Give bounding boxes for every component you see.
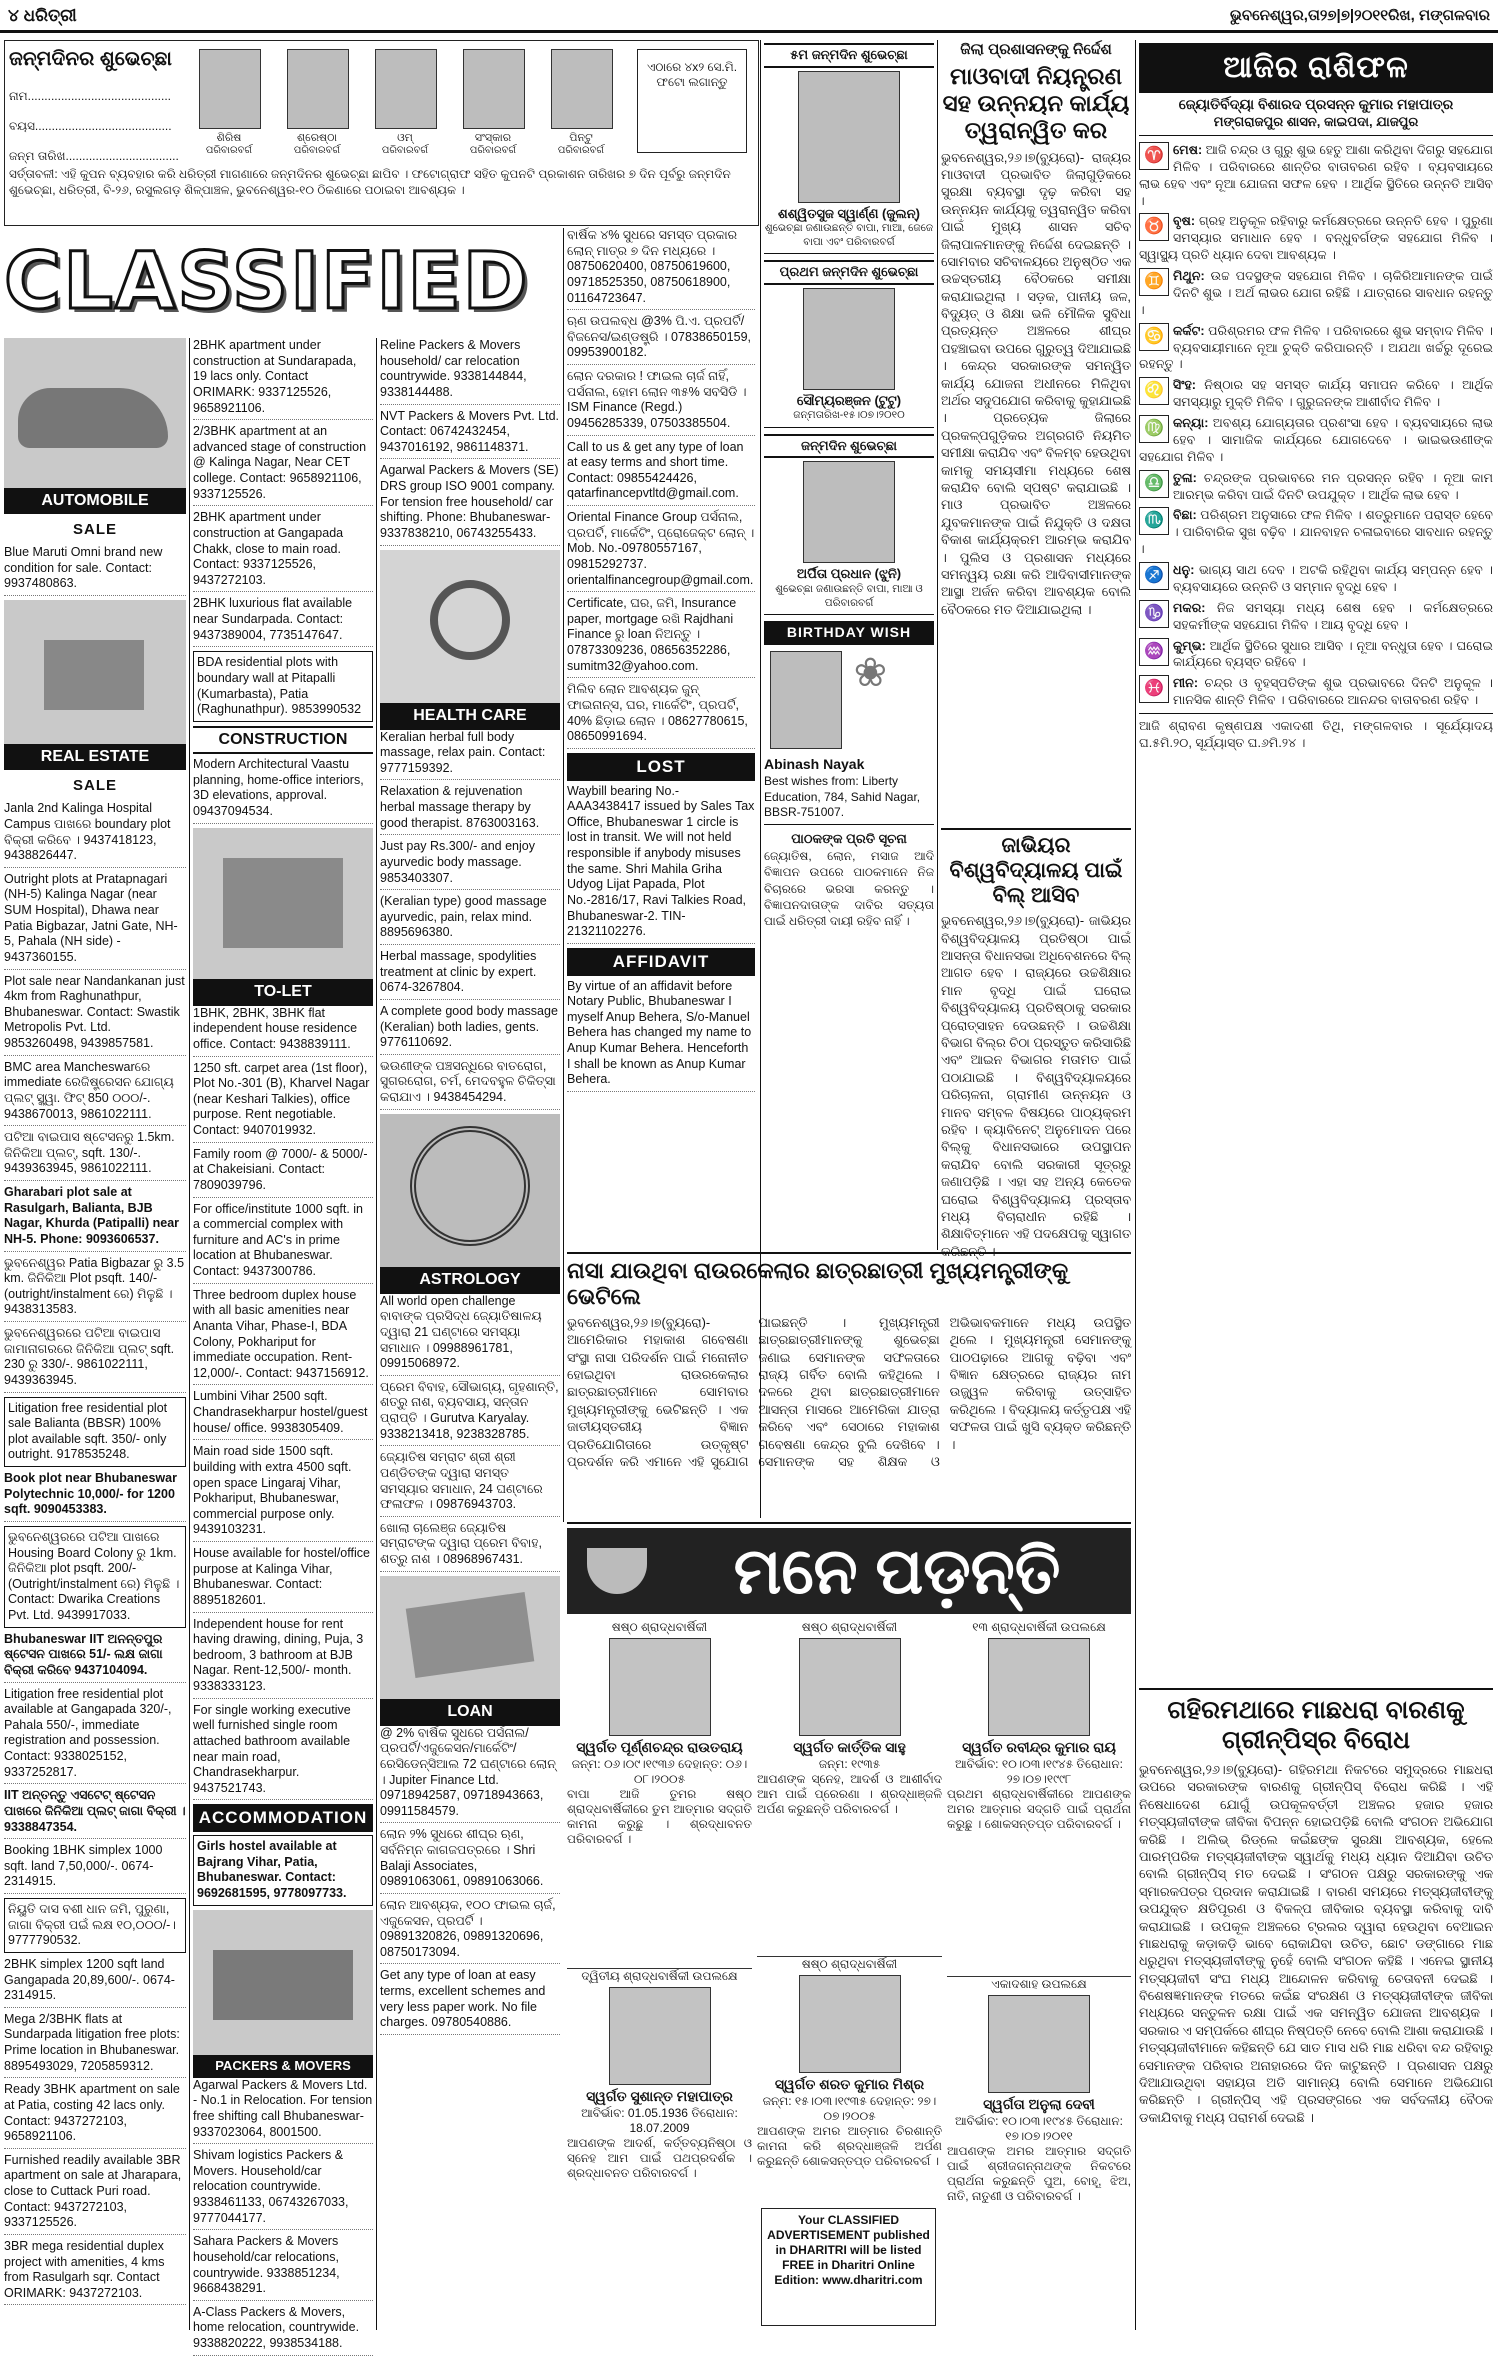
ad-item: Three bedroom duplex house with all basic amenities near Ananta Vihar, Phase-I, BDA Colony, Pokhariput for immediate occupation. Rent-12,000/-. Contact: 9437156912. (193, 1288, 373, 1386)
sale-heading: SALE (72, 777, 117, 795)
birthday-1-title: ୫ମ ଜନ୍ମଦିନ ଶୁଭେଚ୍ଛା (764, 43, 934, 68)
news-body: ଭୁବନେଶ୍ୱର,୨୬।୭(ବ୍ୟୁରୋ)- ଗହିରମଥା ନିକଟରେ ସମୁଦ୍ରରେ ମାଛଧରା ଉପରେ ସରକାରଙ୍କ ବାରଣକୁ ଗ୍ରୀନ୍‌ପିସ୍ ବିରୋଧ କରିଛି । ଏହି ନିଷେଧାଦେଶ ଯୋଗୁଁ ଉପକୂଳବର୍ତ୍ତୀ ଅଞ୍ଚଳର ହଜାର ହଜାର ମତ୍ସ୍ୟଜୀବୀଙ୍କ ଜୀବିକା ବିପନ୍ନ ହୋଇପଡ଼ିଛି ବୋଲି ସଂଗଠନ ଅଭିଯୋଗ କରିଛି । ଅଲିଭ୍ ରିଡ୍ଲେ କଇଁଛଙ୍କ ସୁରକ୍ଷା ଆବଶ୍ୟକ, ହେଲେ ପାରମ୍ପରିକ ମତ୍ସ୍ୟଜୀବୀଙ୍କ ସ୍ୱାର୍ଥକୁ ମଧ୍ୟ ଧ୍ୟାନ ଦିଆଯିବା ଉଚିତ ବୋଲି ଗ୍ରୀନ୍‌ପିସ୍ ମତ ଦେଇଛି । ସଂଗଠନ ପକ୍ଷରୁ ସରକାରଙ୍କୁ ଏକ ସ୍ମାରକପତ୍ର ପ୍ରଦାନ କରାଯାଇଛି । ବାରଣ ସମୟରେ ମତ୍ସ୍ୟଜୀବୀଙ୍କୁ ଉପଯୁକ୍ତ କ୍ଷତିପୂରଣ ଓ ବିକଳ୍ପ ଜୀବିକାର ବ୍ୟବସ୍ଥା କରିବାକୁ ଦାବି କରାଯାଇଛି । ଉପକୂଳ ଅଞ୍ଚଳରେ ଟ୍ରଲର ଦ୍ୱାରା ହେଉଥିବା ବେଆଇନ ମାଛଧରାକୁ କଡ଼ାକଡ଼ି ଭାବେ ରୋକାଯିବା ଉଚିତ, ଛୋଟ ଡଙ୍ଗାରେ ମାଛ ଧରୁଥିବା ମତ୍ସ୍ୟଜୀବୀଙ୍କୁ ନୁହେଁ ବୋଲି ସଂଗଠନ କହିଛି । ଏନେଇ ସ୍ଥାନୀୟ ମତ୍ସ୍ୟଜୀବୀ ସଂଘ ମଧ୍ୟ ଆନ୍ଦୋଳନ କରିବାକୁ ଚେତାବନୀ ଦେଇଛି । ବିଶେଷଜ୍ଞମାନଙ୍କ ମତରେ କଇଁଛ ସଂରକ୍ଷଣ ଓ ମତ୍ସ୍ୟଜୀବୀଙ୍କ ଜୀବିକା ମଧ୍ୟରେ ସନ୍ତୁଳନ ରକ୍ଷା ପାଇଁ ଏକ ସମନ୍ୱିତ ଯୋଜନା ଆବଶ୍ୟକ । ସରକାର ଏ ସମ୍ପର୍କରେ ଶୀଘ୍ର ନିଷ୍ପତ୍ତି ନେବେ ବୋଲି ଆଶା କରାଯାଉଛି । ମତ୍ସ୍ୟଜୀବୀମାନେ କହିଛନ୍ତି ଯେ ସାତ ମାସ ଧରି ମାଛ ଧରିବା ବନ୍ଦ ରହିବାରୁ ସେମାନଙ୍କ ପରିବାର ଅନାହାରରେ ଦିନ କାଟୁଛନ୍ତି । ପ୍ରଶାସନ ପକ୍ଷରୁ ଦିଆଯାଉଥିବା ସହାୟତା ଅତି ସାମାନ୍ୟ ବୋଲି ସେମାନେ ଅଭିଯୋଗ କରିଛନ୍ତି । ଗ୍ରୀନ୍‌ପିସ୍ ଏହି ପ୍ରସଙ୍ଗରେ ଏକ ସର୍ବଦଳୀୟ ବୈଠକ ଡକାଯିବାକୁ ମଧ୍ୟ ପରାମର୍ଶ ଦେଇଛି । (1139, 1762, 1493, 2125)
rashi-text: ପରିଶ୍ରମ ଅନୁସାରେ ଫଳ ମିଳିବ । ଶତ୍ରୁମାନେ ପରାସ୍ତ ହେବେ । ପାରିବାରିକ ସୁଖ ବଢ଼ିବ । ଯାନବାହନ ଚଳାଇବାରେ ସାବଧାନ ରହନ୍ତୁ । (1139, 508, 1493, 557)
astrology-caption: ASTROLOGY (380, 1267, 560, 1293)
obituary-tag: ଏକାଦଶାହ ଉପଲକ୍ଷେ (991, 1977, 1087, 1991)
kid-photo (199, 49, 261, 129)
ad-item: For single working executive well furnished single room attached bathroom available near main road, Chandrasekharpur. 9437521743. (193, 1703, 373, 1801)
truck-icon (213, 1950, 353, 2020)
ad-item: For office/institute 1000 sqft. in a commercial complex with furniture and AC's in prime location at Bhubaneswar. Contact: 9437300786. (193, 1202, 373, 1284)
libra-icon: ♎ (1139, 470, 1169, 498)
rashi-entry (1139, 142, 1493, 210)
obituary (757, 1620, 942, 1950)
obituary-text: ବାପା ଆଜି ତୁମର ଷଷ୍ଠ ଶ୍ରାଦ୍ଧବାର୍ଷିକୀରେ ତୁମ ଆତ୍ମାର ସଦ୍‌ଗତି କାମନା କରୁଛୁ । ଶ୍ରଦ୍ଧାବନତ ପରିବାରବର୍ଗ । (567, 1786, 752, 1846)
tolet-image (193, 828, 373, 1006)
rashi-entry (1139, 562, 1493, 596)
rashi-text: ଅବଶ୍ୟ ଯୋଗ୍ୟତାର ପ୍ରଶଂସା ହେବ । ବ୍ୟବସାୟରେ ଲାଭ ହେବ । ସାମାଜିକ କାର୍ଯ୍ୟରେ ଯୋଗଦେବେ । ଭାଇଭଉଣୀଙ୍କ ସହଯୋଗ ମିଳିବ । (1139, 416, 1493, 464)
classified-col-1 (4, 338, 186, 2330)
healthcare-image (380, 550, 560, 730)
ad-item: ଭୁବନେଶ୍ୱରରେ ପଟିଆ ପାଖରେ Housing Board Colony ରୁ 1km. ଜିନିକିଆ plot psqft. 200/- (Outright/instalment ରେ) ମିଳୁଛି । Contact: Dwarika Creations Pvt. Ltd. 9439917033. (4, 1526, 186, 1628)
birthday-column (764, 40, 934, 1160)
obituary-photo (609, 1987, 711, 2085)
ad-affidavit: By virtue of an affidavit before Notary Public, Bhubaneswar I myself Anup Behera, S/o-Manuel Behera has changed my name to Anup Kumar Behera. Henceforth I shall be known as Anup Kumar Behera. (567, 979, 755, 1092)
rashi-entry (1139, 638, 1493, 672)
birthday-3-title: ଜନ୍ମଦିନ ଶୁଭେଚ୍ଛା (764, 434, 934, 459)
birthday-wish-photo (770, 651, 842, 749)
news-headline: ମାଓବାଦୀ ନିୟନ୍ତ୍ରଣ ସହ ଉନ୍ନୟନ କାର୍ଯ୍ୟ ତ୍ୱରାନ୍ୱିତ କର (942, 63, 1130, 144)
ad-item: Independent house for rent having drawing, dining, Puja, 3 bedroom, 3 bathroom at BJB Nagar. Rent-12,500/- month. 9338333123. (193, 1617, 373, 1699)
astrologer-address: ମଙ୍ଗରାଜପୁର ଶାସନ, କାଇପଦା, ଯାଜପୁର (1139, 114, 1493, 136)
coupon-field-age[interactable]: ବୟସ......................................... (9, 119, 172, 133)
obituary-dates: ଆବିର୍ଭାବ: ୧୦।୦୩।୧୯୪୫ ତିରୋଧାନ: ୨୭।୦୭।୧୯୯୮ (955, 1756, 1123, 1786)
obituary-tag: ଷଷ୍ଠ ଶ୍ରାଦ୍ଧବାର୍ଷିକୀ (801, 1957, 898, 1971)
rashi-entry (1139, 268, 1493, 319)
ad-item: Gharabari plot sale at Rasulgarh, Balianta, BJB Nagar, Khurda (Patipalli) near NH-5. Phone: 9093606537. (4, 1185, 186, 1252)
obituary-text: ଆପଣଙ୍କ ସ୍ନେହ, ଆଦର୍ଶ ଓ ଆଶୀର୍ବାଦ ଆମ ପାଇଁ ପ୍ରେରଣା । ଶ୍ରଦ୍ଧାଞ୍ଜଳି ଅର୍ପଣ କରୁଛନ୍ତି ପରିବାରବର୍ଗ । (757, 1771, 942, 1816)
scorpio-icon: ♏ (1139, 507, 1169, 535)
ad-item: Certificate, ଘର, ଜମି, Insurance paper, mortgage ରଖି Rajdhani Finance ରୁ loan ନିଅନ୍ତୁ । 07873309236, 08656352286, sumitm32@yahoo.com. (567, 596, 755, 678)
ad-item: Call to us & get any type of loan at easy terms and short time. Contact: 09855424426, qatarfinancepvtltd@gmail.com. (567, 440, 755, 507)
rashi-text: ଭାଗ୍ୟ ସାଥ ଦେବ । ଅଟକି ରହିଥିବା କାର୍ଯ୍ୟ ସମ୍ପନ୍ନ ହେବ । ବ୍ୟବସାୟରେ ଉନ୍ନତି ଓ ସମ୍ମାନ ବୃଦ୍ଧି ହେବ । (1173, 563, 1493, 594)
ad-item: Keralian herbal full body massage, relax pain. Contact: 9777159392. (380, 730, 560, 781)
ad-item: Book plot near Bhubaneswar Polytechnic 10,000/- for 1200 sqft. 9090453383. (4, 1471, 186, 1522)
rashi-entry (1139, 470, 1493, 504)
birthday-wish-heading: BIRTHDAY WISH (764, 621, 934, 645)
column-rule (189, 338, 190, 2330)
house-icon (44, 640, 144, 710)
obituary-dates: ଆବିର୍ଭାବ: ୧୦।୦୩।୧୯୪୫ ତିରୋଧାନ: ୧୭।୦୭।୨୦୧୧ (955, 2113, 1123, 2143)
ad-item: 2BHK apartment under construction at Gangapada Chakk, close to main road. Contact: 9337125526, 9437272103. (193, 510, 373, 592)
ad-item: 3BR mega residential duplex project with amenities, 4 kms from Rasulgarh sqr. Contact ORIMARK: 9437272103. (4, 2239, 186, 2306)
obituary-dates: ଜନ୍ମ: ୧୯୩୫ (818, 1756, 881, 1771)
birthday-wish-from: Best wishes from: Liberty Education, 784, Sahid Nagar, BBSR-751007. (764, 774, 934, 825)
obituary-name: ସ୍ୱର୍ଗତ କାର୍ତ୍ତିକ ସାହୁ (793, 1739, 906, 1755)
ad-item: BDA residential plots with boundary wall at Pitapalli (Kumarbasta), Patia (Raghunathpur). 9853990532 (193, 651, 373, 722)
news-headline: ଜାଭିୟର ବିଶ୍ୱବିଦ୍ୟାଳୟ ପାଇଁ ବିଲ୍ ଆସିବ (949, 834, 1123, 907)
rashi-text: ଉଚ୍ଚ ପଦସ୍ଥଙ୍କ ସହଯୋଗ ମିଳିବ । ଚାକିରିଆମାନଙ୍କ ପାଇଁ ଦିନଟି ଶୁଭ । ଅର୍ଥ ଲାଭର ଯୋଗ ରହିଛି । ଯାତ୍ରାରେ ସାବଧାନ ରହନ୍ତୁ । (1139, 269, 1493, 317)
news-xavier (941, 828, 1131, 1259)
ad-item: 1BHK, 2BHK, 3BHK flat independent house residence office. Contact: 9438839111. (193, 1006, 373, 1057)
lamp-icon (587, 1548, 647, 1594)
birthday-1-photo (798, 71, 900, 203)
kid-name: ପିନ୍ଟୁ (569, 132, 593, 144)
ad-item: (Keralian type) good massage ayurvedic, pain, relax mind. 8895696380. (380, 894, 560, 945)
classified-title: CLASSIFIED (4, 237, 530, 327)
ad-item: Plot sale near Nandankanan just 4km from Raghunathpur, Bhubaneswar. Contact: Swastik Metropolis Pvt. Ltd. 9853260498, 9439857581. (4, 974, 186, 1056)
birthday-2-from: ଜନ୍ମତାରିଖ-୧୫।୦୭।୨୦୧୦ (764, 409, 934, 427)
ad-item: ଲୋନ ୨% ସୁଧରେ ଶୀଘ୍ର ଋଣ, ସର୍ବନିମ୍ନ କାଗଜପତ୍ରରେ । Shri Balaji Associates, 09891063061, 09891063066. (380, 1827, 560, 1894)
pisces-icon: ♓ (1139, 675, 1169, 703)
ad-item: All world open challenge ବାବାଙ୍କ ପ୍ରସିଦ୍ଧ ଜ୍ୟୋତିଷାଳୟ ଦ୍ୱାରା 21 ଘଣ୍ଟାରେ ସମସ୍ୟା ସମାଧାନ । 09988961781, 09915068972. (380, 1294, 560, 1376)
ad-item: Mega 2/3BHK flats at Sundarpada litigation free plots: Prime location in Bhubaneswar. 8895493029, 7205859312. (4, 2012, 186, 2079)
birthday-3-name: ଅର୍ପିତା ପ୍ରଧାନ (ଝୁନି) (796, 566, 902, 582)
loan-caption: LOAN (380, 1699, 560, 1725)
ad-item: Booking 1BHK simplex 1000 sqft. land 7,50,000/-. 0674-2314915. (4, 1843, 186, 1894)
rashi-text: ପରିଶ୍ରମର ଫଳ ମିଳିବ । ପରିବାରରେ ଶୁଭ ସମ୍ବାଦ ମିଳିବ । ବ୍ୟବସାୟୀମାନେ ନୂଆ ଚୁକ୍ତି କରିପାରନ୍ତି । ଅଯଥା ଖର୍ଚ୍ଚରୁ ଦୂରେଇ ରହନ୍ତୁ । (1139, 323, 1493, 372)
ad-item: House available for hostel/office purpose at Kalinga Vihar, Bhubaneswar. Contact: 8895182601. (193, 1546, 373, 1613)
rashi-text: ନିଜ ସମସ୍ୟା ମଧ୍ୟ ଶେଷ ହେବ । କର୍ମକ୍ଷେତ୍ରରେ ସହକର୍ମୀଙ୍କ ସହଯୋଗ ମିଳିବ । ଆୟ ବୃଦ୍ଧି ହେବ । (1173, 600, 1493, 632)
packers-caption: PACKERS & MOVERS (193, 2055, 373, 2078)
birthday-wish-name: Abinash Nayak (764, 756, 865, 773)
column-rule (376, 338, 377, 2330)
zodiac-wheel-icon (410, 1126, 530, 1246)
online-note-text: Your CLASSIFIED ADVERTISEMENT published in DHARITRI will be listed FREE in Dharitri Online Edition: www.dharitri.com (767, 2213, 930, 2287)
obituary (947, 1620, 1131, 1970)
tolet-caption: TO-LET (193, 979, 373, 1005)
news-headline: ଗହିରମଥାରେ ମାଛଧରା ବାରଣକୁ ଗ୍ରୀନ୍‌ପିସ୍‌ର ବିରୋଧ (1167, 1696, 1465, 1754)
rashi-text: ନିଷ୍ଠାର ସହ ସମସ୍ତ କାର୍ଯ୍ୟ ସମାପନ କରିବେ । ଆର୍ଥିକ ସମସ୍ୟାରୁ ମୁକ୍ତି ମିଳିବ । ଗୁରୁଜନଙ୍କ ଆଶୀର୍ବାଦ ମିଳିବ । (1173, 378, 1494, 410)
ad-item: 2BHK apartment under construction at Sundarapada, 19 lacs only. Contact ORIMARK: 9337125526, 9658921106. (193, 338, 373, 420)
rashi-text: ଗ୍ରହ ଅନୁକୂଳ ରହିବାରୁ କର୍ମକ୍ଷେତ୍ରରେ ଉନ୍ନତି ହେବ । ପୁରୁଣା ସମସ୍ୟାର ସମାଧାନ ହେବ । ବନ୍ଧୁବର୍ଗଙ୍କ ସହଯୋଗ ମିଳିବ । ସ୍ୱାସ୍ଥ୍ୟ ପ୍ରତି ଧ୍ୟାନ ଦେବା ଆବଶ୍ୟକ । (1139, 214, 1494, 263)
rashi-text: ଆର୍ଥିକ ସ୍ଥିତିରେ ସୁଧାର ଆସିବ । ନୂଆ ବନ୍ଧୁତା ହେବ । ଘରୋଇ କାର୍ଯ୍ୟରେ ବ୍ୟସ୍ତ ରହିବେ । (1173, 638, 1493, 670)
obituary-text: ଆପଣଙ୍କ ଆଦର୍ଶ, କର୍ତ୍ତବ୍ୟନିଷ୍ଠା ଓ ସ୍ନେହ ଆମ ପାଇଁ ପଥପ୍ରଦର୍ଶକ । ଶ୍ରଦ୍ଧାବନତ ପରିବାରବର୍ଗ । (567, 2135, 752, 2180)
stethoscope-icon (430, 580, 510, 660)
obituary (757, 1956, 942, 2201)
ad-item: Outright plots at Pratapnagari (NH-5) Kalinga Nagar (near SUM Hospital), Dhawa near Patia Bigbazar, Jatni Gate, NH-5, Pahala (NH side) - 9437360155. (4, 872, 186, 970)
obituary (567, 1968, 752, 2333)
ad-item: ନିୟୁତି ଦାସ ବଶୀ ଧାନ ଜମି, ପୁରୁଣା, ଜାଗା ବିକ୍ରୀ ପଇଁ ଲକ୍ଷ ୧୦,୦୦୦/-। 9777790532. (4, 1898, 186, 1953)
classified-col-2 (193, 338, 373, 2351)
ad-item: ପଟିଆ ବାଇପାସ ଷ୍ଟେସନରୁ 1.5km. ଜିନିକିଆ ପ୍ଲଟ୍, sqft. 130/-. 9439363945, 9861022111. (4, 1130, 186, 1181)
ad-item: Girls hostel available at Bajrang Vihar, Patia, Bhubaneswar. Contact: 9692681595, 9778097733. (193, 1835, 373, 1906)
affidavit-heading: AFFIDAVIT (567, 948, 755, 976)
obituary-dates: ଜନ୍ମ: ୦୬।୦୯।୧୯୩୬ ଦେହାନ୍ତ: ୦୬।୦୮।୨୦୦୫ (571, 1756, 748, 1786)
ad-item: Main road side 1500 sqft. building with extra 4500 sqft. open space Lingaraj Vihar, Pokhariput, Bhubaneswar, commercial purpose only. 9439103231. (193, 1444, 373, 1542)
ad-item: ଖୋଲା ଚାଲେଞ୍ଜ ଜ୍ୟୋତିଷ ସମ୍ରାଟଙ୍କ ଦ୍ୱାରା ପ୍ରେମ ବିବାହ, ଶତ୍ରୁ ନାଶ । 08968967431. (380, 1521, 560, 1572)
ad-item: Janla 2nd Kalinga Hospital Campus ପାଖରେ boundary plot ବିକ୍ରୀ କରିବେ । 9437418123, 9438826447. (4, 801, 186, 868)
birthday-2-photo (803, 288, 895, 390)
obituary-photo (609, 1638, 711, 1736)
rashi-entry (1139, 377, 1493, 411)
rashi-name: ମିଥୁନ: (1173, 269, 1205, 284)
rashifal-section (1139, 40, 1493, 1680)
news-maoist (941, 40, 1131, 820)
ad-item: A complete good body massage (Keralian) both ladies, gents. 9776110692. (380, 1004, 560, 1055)
photo-placeholder-box: ଏଠାରେ ୪x୨ ସେ.ମି. ଫଟୋ ଲଗାନ୍ତୁ (637, 49, 747, 153)
birthday-coupon (4, 40, 759, 226)
kid-name: ଶିରିଷ (216, 132, 242, 144)
birthday-3-photo (803, 461, 895, 563)
virgo-icon: ♍ (1139, 415, 1169, 443)
coupon-field-name[interactable]: ନାମ........................................... (9, 89, 171, 103)
healthcare-caption: HEALTH CARE (380, 703, 560, 729)
obituary-dates: ଆବିର୍ଭାବ: 01.05.1936 ତିରୋଧାନ: 18.07.2009 (581, 2105, 738, 2135)
ad-item: ପ୍ରେମ ବିବାହ, ସୌଭାଗ୍ୟ, ଗୃହଶାନ୍ତି, ଶତ୍ରୁ ନାଶ, ବ୍ୟବସାୟ, ସନ୍ତାନ ପ୍ରାପ୍ତି । Gurutva Karyalay. 9338213418, 9238328785. (380, 1380, 560, 1447)
loan-image (380, 1576, 560, 1726)
ad-item: Shivam logistics Packers & Movers. Household/car relocation countrywide. 9338461133, 06743267033, 9777044177. (193, 2148, 373, 2230)
kid-name: ଶ୍ରେଷ୍ଠା (297, 132, 337, 144)
capricorn-icon: ♑ (1139, 600, 1169, 628)
rashi-text: ଚନ୍ଦ୍ର ଓ ବୃହସ୍ପତିଙ୍କ ଶୁଭ ପ୍ରଭାବରେ ଦିନଟି ଅନୁକୂଳ । ମାନସିକ ଶାନ୍ତି ମିଳିବ । ପରିବାରରେ ଆନନ୍ଦର ବାତାବରଣ ରହିବ । (1173, 676, 1494, 708)
obituary-photo (988, 1638, 1090, 1736)
classified-banner (4, 230, 554, 334)
news-body: ଭୁବନେଶ୍ୱର,୨୬।୭(ବ୍ୟୁରୋ)- ଆମେରିକାର ମହାକାଶ ଗବେଷଣା ସଂସ୍ଥା ନାସା ପରିଦର୍ଶନ ପାଇଁ ମନୋନୀତ ହୋଇଥିବା ରାଉରକେଲାର ଛାତ୍ରଛାତ୍ରୀମାନେ ସୋମବାର ମୁଖ୍ୟମନ୍ତ୍ରୀଙ୍କୁ ଭେଟିଛନ୍ତି । ଏକ ଜାତୀୟସ୍ତରୀୟ ବିଜ୍ଞାନ ପ୍ରତିଯୋଗିତାରେ ଉତ୍କୃଷ୍ଟ ପ୍ରଦର୍ଶନ କରି ଏମାନେ ଏହି ସୁଯୋଗ ପାଇଛନ୍ତି । ମୁଖ୍ୟମନ୍ତ୍ରୀ ଛାତ୍ରଛାତ୍ରୀମାନଙ୍କୁ ଶୁଭେଚ୍ଛା ଜଣାଇ ସେମାନଙ୍କ ସଫଳତାରେ ରାଜ୍ୟ ଗର୍ବିତ ବୋଲି କହିଥିଲେ । ଦଳରେ ଥିବା ଛାତ୍ରଛାତ୍ରୀମାନେ ଆସନ୍ତା ମାସରେ ଆମେରିକା ଯାତ୍ରା କରିବେ ଏବଂ ସେଠାରେ ମହାକାଶ ଗବେଷଣା କେନ୍ଦ୍ର ବୁଲି ଦେଖିବେ । ସେମାନଙ୍କ ସହ ଶିକ୍ଷକ ଓ ଅଭିଭାବକମାନେ ମଧ୍ୟ ଉପସ୍ଥିତ ଥିଲେ । ମୁଖ୍ୟମନ୍ତ୍ରୀ ସେମାନଙ୍କୁ ପାଠପଢ଼ାରେ ଆଗକୁ ବଢ଼ିବା ଏବଂ ବିଜ୍ଞାନ କ୍ଷେତ୍ରରେ ରାଜ୍ୟର ନାମ ଉଜ୍ଜ୍ୱଳ କରିବାକୁ ଉତ୍ସାହିତ କରିଥିଲେ । ବିଦ୍ୟାଳୟ କର୍ତ୍ତୃପକ୍ଷ ଏହି ସଫଳତା ପାଇଁ ଖୁସି ବ୍ୟକ୍ତ କରିଛନ୍ତି । (567, 1314, 1131, 1470)
kid-photo (375, 49, 437, 129)
ad-item: 2BHK luxurious flat available near Sundarpada. Contact: 9437389004, 7735147647. (193, 596, 373, 647)
ad-item: ଋଣ ଉପଲବ୍ଧ @3% ପି.ଏ. ପ୍ରପର୍ଟି/ବିଜନେସ/ଇଣ୍ଡଷ୍ଟ୍ରି । 07838650159, 09953900182. (567, 314, 755, 365)
rashi-text: ଚନ୍ଦ୍ରଙ୍କ ପ୍ରଭାବରେ ମନ ପ୍ରସନ୍ନ ରହିବ । ନୂଆ କାମ ଆରମ୍ଭ କରିବା ପାଇଁ ଦିନଟି ଉପଯୁକ୍ତ । ଆର୍ଥିକ ଲାଭ ହେବ । (1173, 470, 1494, 502)
ad-item: IIT ଅନ୍ତନ୍ତୁ ଏସଟେଟ୍ ଷ୍ଟେସନ ପାଖରେ ଜିନିକିଆ ପ୍ଲଟ୍ ଜାଗା ବିକ୍ରୀ । 9338847354. (4, 1788, 186, 1839)
rashi-name: ସିଂହ: (1173, 378, 1196, 393)
realestate-image (4, 600, 186, 770)
ad-item: Agarwal Packers & Movers (SE) DRS group ISO 9001 company. For tension free household/ car shifting. Phone: Bhubaneswar- 9337838210, 06743255433. (380, 463, 560, 545)
rashi-name: ମକର: (1173, 600, 1206, 615)
ad-item: Just pay Rs.300/- and enjoy ayurvedic body massage. 9853403307. (380, 839, 560, 890)
rashi-name: ମୀନ: (1173, 676, 1199, 691)
birthday-1-from: ଶୁଭେଚ୍ଛା ଜଣାଉଛନ୍ତି ବାପା, ମାଆ, ଜେଜେ ବାପା ଏବଂ ପରିବାରବର୍ଗ (764, 222, 934, 254)
coupon-title: ଜନ୍ମଦିନର ଶୁଭେଚ୍ଛା (9, 48, 172, 70)
rashi-name: ମେଷ: (1173, 142, 1203, 157)
rashi-entry (1139, 323, 1493, 374)
ad-item: NVT Packers & Movers Pvt. Ltd. Contact: 06742432454, 9437016192, 9861148371. (380, 409, 560, 460)
kid-caption: ପରିବାରବର୍ଗ (381, 145, 429, 156)
ad-item: Agarwal Packers & Movers Ltd. - No.1 in Relocation. For tension free shifting call Bhubaneswar- 9337023064, 8001500. (193, 2078, 373, 2145)
kid-photo (287, 49, 349, 129)
page-header (0, 0, 1498, 33)
kid-name: ସଂସ୍କାର (474, 132, 512, 144)
ad-item: ଭୁବନେଶ୍ୱରରେ ପଟିଆ ବାଇପାସ ଜାମାନାଗରରେ ଜିନିକିଆ ପ୍ଲଟ୍ sqft. 230 ରୁ 330/-. 9861022111, 9439363945. (4, 1326, 186, 1393)
ad-item: Litigation free residential plot available at Gangapada 320/-, Pahala 550/-, immediate registration and possession. Contact: 9338025152, 9337252817. (4, 1687, 186, 1785)
rashi-entry (1139, 507, 1493, 558)
ad-item: Ready 3BHK apartment on sale at Patia, costing 42 lacs only. Contact: 9437272103, 9658921106. (4, 2082, 186, 2149)
obituary-photo (799, 1638, 901, 1736)
ad-item: ମିଲିବ ଲୋନ ଆବଶ୍ୟକ ଜୁନ୍ ଫାଇନାନ୍ସ, ଘର, ମାର୍କେଟିଂ, ପ୍ରପର୍ଟି, 40% ଛିଡ଼ାଇ ଲୋନ । 08627780615, 08650991694. (567, 682, 755, 749)
date-line: ଭୁବନେଶ୍ୱର,ତା୨୭|୭|୨୦୧୧ରିଖ, ମଙ୍ଗଳବାର (1230, 7, 1490, 24)
ad-item: ଭଉଣୀଙ୍କ ପଞ୍ଚସନ୍ଧିରେ ବାତରୋଗ, ସୁଗରରୋଗ, ଚର୍ମ, ମେଦବହୁଳ ଚିକିତ୍ସା କରାଯାଏ । 9438454294. (380, 1059, 560, 1110)
ad-item: ଲୋନ ଦରକାର ! ଫାଇଲ ଚାର୍ଜ ନାହିଁ, ପର୍ସନାଲ, ହୋମ ଲୋନ ୩୫% ସବସିଡି । ISM Finance (Regd.) 09456285339, 07503385504. (567, 369, 755, 436)
ad-item: Furnished readily available 3BR apartment on sale at Jharapara, close to Cuttack Puri road. Contact: 9437272103, 9337125526. (4, 2153, 186, 2235)
rashi-entry (1139, 213, 1493, 264)
rashi-name: ତୁଳା: (1173, 470, 1197, 485)
news-body: ଭୁବନେଶ୍ୱର,୨୬।୭(ବ୍ୟୁରୋ)- ଜାଭିୟର ବିଶ୍ୱବିଦ୍ୟାଳୟ ପ୍ରତିଷ୍ଠା ପାଇଁ ଆସନ୍ତା ବିଧାନସଭା ଅଧିବେଶନରେ ବିଲ୍ ଆଗତ ହେବ । ରାଜ୍ୟରେ ଉଚ୍ଚଶିକ୍ଷାର ମାନ ବୃଦ୍ଧି ପାଇଁ ଘରୋଇ ବିଶ୍ୱବିଦ୍ୟାଳୟ ପ୍ରତିଷ୍ଠାକୁ ସରକାର ପ୍ରୋତ୍ସାହନ ଦେଉଛନ୍ତି । ଉଚ୍ଚଶିକ୍ଷା ବିଭାଗ ବିଲ୍‌ର ଚିଠା ପ୍ରସ୍ତୁତ କରିସାରିଛି ଏବଂ ଆଇନ ବିଭାଗର ମତାମତ ପାଇଁ ପଠାଯାଇଛି । ବିଶ୍ୱବିଦ୍ୟାଳୟରେ ପରିଚାଳନା, ଗ୍ରାମୀଣ ଉନ୍ନୟନ ଓ ମାନବ ସମ୍ବଳ ବିଷୟରେ ପାଠ୍ୟକ୍ରମ ରହିବ । କ୍ୟାବିନେଟ୍ ଅନୁମୋଦନ ପରେ ବିଲ୍‌କୁ ବିଧାନସଭାରେ ଉପସ୍ଥାପନ କରାଯିବ ବୋଲି ସରକାରୀ ସୂତ୍ରରୁ ଜଣାପଡ଼ିଛି । ଏହା ସହ ଅନ୍ୟ କେତେକ ଘରୋଇ ବିଶ୍ୱବିଦ୍ୟାଳୟ ପ୍ରସ୍ତାବ ମଧ୍ୟ ବିଚାରାଧୀନ ରହିଛି । ଶିକ୍ଷାବିତ୍‌ମାନେ ଏହି ପଦକ୍ଷେପକୁ ସ୍ୱାଗତ କରିଛନ୍ତି । (941, 913, 1131, 1259)
ad-item: @ 2% ବାର୍ଷିକ ସୁଧରେ ପର୍ସନାଲ/ପ୍ରପର୍ଟି/ଏଜୁକେସନ/ମାର୍କେଟିଂ/ରେସିଡେନ୍ସିଆଲ 72 ଘଣ୍ଟାରେ ଲୋନ୍ । Jupiter Finance Ltd. 09718942587, 09718943663, 09911584579. (380, 1726, 560, 1824)
sagittarius-icon: ♐ (1139, 562, 1169, 590)
birthday-3-from: ଶୁଭେଚ୍ଛା ଜଣାଉଛନ୍ତି ବାପା, ମାଆ ଓ ପରିବାରବର୍ଗ (764, 583, 934, 615)
obituary-name: ସ୍ୱର୍ଗତ ସୁଶାନ୍ତ ମହାପାତ୍ର (586, 2088, 733, 2104)
currency-icon (406, 1592, 535, 1678)
gemini-icon: ♊ (1139, 268, 1169, 296)
page-label: ୪ ଧରିତ୍ରୀ (8, 6, 77, 25)
column-rule (563, 228, 564, 1522)
mane-padanti-section (567, 1522, 1131, 2336)
coupon-terms: ସର୍ତ୍ତାବଳୀ: ଏହି କୁପନ ବ୍ୟବହାର କରି ଧରିତ୍ରୀ ମାଗଣାରେ ଜନ୍ମଦିନର ଶୁଭେଚ୍ଛା ଛାପିବ । ଫଟୋଗ୍ରାଫ ସହିତ କୁପନଟି ପ୍ରକାଶନ ତାରିଖର ୭ ଦିନ ପୂର୍ବରୁ ଜନ୍ମଦିନ ଶୁଭେଚ୍ଛା, ଧରିତ୍ରୀ, ବି-୨୬, ରସୁଲଗଡ଼ ଶିଳ୍ପାଞ୍ଚଳ, ଭୁବନେଶ୍ୱର-୧୦ ଠିକଣାରେ ପଠାଇବା ଆବଶ୍ୟକ । (9, 167, 731, 197)
obituary-text: ଆପଣଙ୍କ ଅମର ଆତ୍ମାର ଚିରଶାନ୍ତି କାମନା କରି ଶ୍ରଦ୍ଧାଞ୍ଜଳି ଅର୍ପଣ କରୁଛନ୍ତି ଶୋକସନ୍ତପ୍ତ ପରିବାରବର୍ଗ । (757, 2123, 942, 2168)
column-rule (1135, 40, 1136, 2330)
obituary-tag: ଷଷ୍ଠ ଶ୍ରାଦ୍ଧବାର୍ଷିକୀ (611, 1620, 708, 1634)
obituary-dates: ଜନ୍ମ: ୧୫।୦୩।୧୯୩୫ ଦେହାନ୍ତ: ୨୭।୦୭।୨୦୦୫ (762, 2093, 937, 2123)
accommodation-heading: ACCOMMODATION (193, 1804, 373, 1832)
news-greenpeace (1139, 1688, 1493, 2332)
realestate-caption: REAL ESTATE (4, 744, 186, 770)
obituary (947, 1976, 1131, 2333)
rashi-entry (1139, 675, 1493, 709)
ad-item: 2BHK simplex 1200 sqft land Gangapada 20,89,600/-. 0674-2314915. (4, 1957, 186, 2008)
ad-item: Bhubaneswar IIT ଅନନ୍ତପୁର ଷ୍ଟେସନ ପାଖରେ 51/- ଲକ୍ଷ ଜାଗା ବିକ୍ରୀ କରିବେ 9437104094. (4, 1632, 186, 1683)
ad-item: 1250 sft. carpet area (1st floor), Plot No.-301 (B), Kharvel Nagar (near Keshari Talkies), office purpose. Rent negotiable. Contact: 9407019932. (193, 1061, 373, 1143)
ad-item: Modern Architectural Vaastu planning, home-office interiors, 3D elevations, approval. 09437094534. (193, 757, 373, 824)
ad-item: Lumbini Vihar 2500 sqft. Chandrasekharpur hostel/guest house/ office. 9938305409. (193, 1389, 373, 1440)
rashi-name: ଧନୁ: (1173, 563, 1195, 578)
rashi-text: ଆଜି ଚନ୍ଦ୍ର ଓ ଗୁରୁ ଶୁଭ ହେତୁ ଆଶା କରିଥିବା ଦିଗରୁ ସହଯୋଗ ମିଳିବ । ପରିବାରରେ ଶାନ୍ତିର ବାତାବରଣ ରହିବ । ବ୍ୟବସାୟରେ ଲାଭ ହେବ ଏବଂ ନୂଆ ଯୋଜନା ସଫଳ ହେବ । ଆର୍ଥିକ ସ୍ଥିତିରେ ଉନ୍ନତି ଆସିବ । (1139, 142, 1493, 208)
ad-item: ବାର୍ଷିକ ୪% ସୁଧରେ ସମସ୍ତ ପ୍ରକାର ଲୋନ୍ ମାତ୍ର ୭ ଦିନ ମଧ୍ୟରେ । 08750620400, 08750619600, 09718525350, 08750618900, 01164723647. (567, 228, 755, 310)
sale-heading: SALE (72, 521, 117, 538)
ad-lost: Waybill bearing No.- AAA3438417 issued by Sales Tax Office, Bhubaneswar 1 circle is lost in transit. We will not held responsible if anybody misuses the same. Shri Mahila Griha Udyog Lijat Papada, Plot No.-2816/17, Ravi Talkies Road, Bhubaneswar-2. TIN-21321102276. (567, 784, 755, 944)
rashi-name: କୁମ୍ଭ: (1173, 638, 1206, 653)
kid-name: ଓମ୍ (397, 132, 413, 144)
kid-caption: ପରିବାରବର୍ଗ (557, 145, 605, 156)
building-icon (223, 858, 343, 948)
aries-icon: ♈ (1139, 142, 1169, 170)
kid-photo (551, 49, 613, 129)
automobile-caption: AUTOMOBILE (4, 488, 186, 514)
ad-item: ଜ୍ୟୋତିଷ ସମ୍ରାଟ ଶ୍ରୀ ଶ୍ରୀ ପଣ୍ଡିତଙ୍କ ଦ୍ୱାରା ସମସ୍ତ ସମସ୍ୟାର ସମାଧାନ, 24 ଘଣ୍ଟାରେ ଫଳାଫଳ । 09876943703. (380, 1450, 560, 1517)
kid-photo (463, 49, 525, 129)
ad-item: 2/3BHK apartment at an advanced stage of construction @ Kalinga Nagar, Near CET college. Contact: 9658921106, 9337125526. (193, 424, 373, 506)
leo-icon: ♌ (1139, 377, 1169, 405)
kid-caption: ପରିବାରବର୍ଗ (293, 145, 341, 156)
kid-caption: ପରିବାରବର୍ଗ (469, 145, 517, 156)
obituary-tag: ଷଷ୍ଠ ଶ୍ରାଦ୍ଧବାର୍ଷିକୀ (801, 1620, 898, 1634)
construction-heading: CONSTRUCTION (193, 726, 373, 754)
lost-heading: LOST (567, 753, 755, 781)
ad-item: BMC area Mancheswarରେ immediate ରେଜିଷ୍ଟ୍ରେସନ ଯୋଗ୍ୟ ପ୍ଲଟ୍ ସ୍କ୍ୱା. ଫିଟ୍ 850 ୦୦୦/-. 9438670013, 9861022111. (4, 1060, 186, 1127)
rashi-name: ବିଛା: (1173, 508, 1197, 523)
news-nasa (567, 1252, 1131, 1519)
ad-item: Herbal massage, spodylities treatment at clinic by expert. 0674-3267804. (380, 949, 560, 1000)
kid-caption: ପରିବାରବର୍ଗ (205, 145, 253, 156)
obituary-name: ସ୍ୱର୍ଗତ ଶରତ କୁମାର ମିଶ୍ର (774, 2076, 925, 2092)
cancer-icon: ♋ (1139, 323, 1169, 351)
ad-car: Blue Maruti Omni brand new condition for sale. Contact: 9937480863. (4, 545, 186, 596)
ad-item: ଲୋନ ଆବଶ୍ୟକ, ୧୦୦ ଫାଇଲ ଚାର୍ଜ, ଏଜୁକେସନ, ପ୍ରପର୍ଟି । 09891320826, 09891320696, 08750173094. (380, 1898, 560, 1965)
rashi-name: କନ୍ୟା: (1173, 416, 1209, 431)
obituary-tag: ଦ୍ୱିତୀୟ ଶ୍ରାଦ୍ଧବାର୍ଷିକୀ ଉପଲକ୍ଷେ (581, 1969, 738, 1983)
obituary-name: ସ୍ୱର୍ଗତ ପୂର୍ଣ୍ଣଚନ୍ଦ୍ର ରାଉତରାୟ (576, 1739, 743, 1755)
obituary-photo (799, 1975, 901, 2073)
balloons-icon: ❀ (853, 650, 888, 695)
mane-padanti-banner (567, 1528, 1131, 1614)
car-icon (18, 388, 168, 448)
birthday-2-name: ସୌମ୍ୟରଞ୍ଜନ (ଟୁଟୁ) (796, 392, 902, 408)
classified-col-3 (380, 338, 560, 2330)
coupon-field-dob[interactable]: ଜନ୍ମ ତାରିଖ.................................. (9, 149, 179, 163)
birthday-2-title: ପ୍ରଥମ ଜନ୍ମଦିନ ଶୁଭେଚ୍ଛା (764, 260, 934, 285)
rashi-entry (1139, 415, 1493, 466)
reader-notice-text: ଜ୍ୟୋତିଷ, ଲୋନ, ମସାଜ ଆଦି ବିଜ୍ଞାପନ ଉପରେ ପାଠକମାନେ ନିଜ ବିଚାରରେ ଭରସା କରନ୍ତୁ । ବିଜ୍ଞାପନଦାତାଙ୍କ ଦାବିର ସତ୍ୟତା ପାଇଁ ଧରିତ୍ରୀ ଦାୟୀ ରହିବ ନାହିଁ । (764, 849, 934, 929)
reader-notice-title: ପାଠକଙ୍କ ପ୍ରତି ସୂଚନା (791, 831, 907, 847)
birthday-1-name: ଶଶ୍ୱିତସୁଜ ସ୍ୱାର୍ଣ୍ଣ (ଜୁଲନ୍) (778, 205, 920, 221)
packers-image (193, 1910, 373, 2078)
astrology-image (380, 1114, 560, 1294)
online-edition-note (761, 2208, 936, 2326)
ad-item: Oriental Finance Group ପର୍ସନାଲ, ପ୍ରପର୍ଟି, ମାର୍କେଟିଂ, ପ୍ରୋଜେକ୍ଟ ଲୋନ୍ । Mob. No.-09780557167, 09815292737. orientalfinancegroup@gmail.com. (567, 510, 755, 592)
obituary-photo (988, 1995, 1090, 2093)
ad-item: Relaxation & rejuvenation herbal massage therapy by good therapist. 8763003163. (380, 784, 560, 835)
astrologer-name: ଜ୍ୟୋତିର୍ବିଦ୍ୟା ବିଶାରଦ ପ୍ରସନ୍ନ କୁମାର ମହାପାତ୍ର (1178, 96, 1454, 113)
ad-item: Litigation free residential plot sale Balianta (BBSR) 100% plot available sqft. 350/- only outright. 9178535248. (4, 1397, 186, 1468)
column-rule (937, 40, 938, 1250)
obituary-tag: ୧୩ ଶ୍ରାଦ୍ଧବାର୍ଷିକୀ ଉପଲକ୍ଷେ (972, 1620, 1106, 1634)
rashi-entry (1139, 600, 1493, 634)
obituary-text: ପ୍ରଥମ ଶ୍ରାଦ୍ଧବାର୍ଷିକୀରେ ଆପଣଙ୍କ ଅମର ଆତ୍ମାର ସଦ୍‌ଗତି ପାଇଁ ପ୍ରାର୍ଥନା କରୁଛୁ । ଶୋକସନ୍ତପ୍ତ ପରିବାରବର୍ଗ । (947, 1786, 1131, 1831)
automobile-image (4, 338, 186, 514)
news-body: ଭୁବନେଶ୍ୱର,୨୬।୭(ବ୍ୟୁରୋ)- ରାଜ୍ୟର ମାଓବାଦୀ ପ୍ରଭାବିତ ଜିଲାଗୁଡ଼ିକରେ ସୁରକ୍ଷା ବ୍ୟବସ୍ଥା ଦୃଢ଼ କରିବା ସହ ଉନ୍ନୟନ କାର୍ଯ୍ୟକୁ ତ୍ୱରାନ୍ୱିତ କରିବା ପାଇଁ ମୁଖ୍ୟ ଶାସନ ସଚିବ ଜିଲାପାଳମାନଙ୍କୁ ନିର୍ଦ୍ଦେଶ ଦେଇଛନ୍ତି । ସୋମବାର ସଚିବାଳୟରେ ଅନୁଷ୍ଠିତ ଏକ ଉଚ୍ଚସ୍ତରୀୟ ବୈଠକରେ ସମୀକ୍ଷା କରାଯାଇଥିଲା । ସଡ଼କ, ପାନୀୟ ଜଳ, ବିଦ୍ୟୁତ୍ ଓ ଶିକ୍ଷା ଭଳି ମୌଳିକ ସୁବିଧା ପ୍ରତ୍ୟନ୍ତ ଅଞ୍ଚଳରେ ଶୀଘ୍ର ପହଞ୍ଚାଇବା ଉପରେ ଗୁରୁତ୍ୱ ଦିଆଯାଇଛି । କେନ୍ଦ୍ର ସରକାରଙ୍କ ସମନ୍ୱିତ କାର୍ଯ୍ୟ ଯୋଜନା ଅଧୀନରେ ମିଳିଥିବା ଅର୍ଥର ସଦୁପଯୋଗ କରିବାକୁ କୁହାଯାଇଛି । ପ୍ରତ୍ୟେକ ଜିଲାରେ ପ୍ରକଳ୍ପଗୁଡ଼ିକର ଅଗ୍ରଗତି ନିୟମିତ ସମୀକ୍ଷା କରାଯିବ ଏବଂ ବିଳମ୍ବ ହେଉଥିବା କାମକୁ ସମୟସୀମା ମଧ୍ୟରେ ଶେଷ କରାଯିବ ବୋଲି ସ୍ପଷ୍ଟ କରାଯାଇଛି । ମାଓ ପ୍ରଭାବିତ ଅଞ୍ଚଳରେ ଯୁବକମାନଙ୍କ ପାଇଁ ନିଯୁକ୍ତି ଓ ଦକ୍ଷତା ବିକାଶ କାର୍ଯ୍ୟକ୍ରମ ଆରମ୍ଭ କରାଯିବ । ପୁଲିସ ଓ ପ୍ରଶାସନ ମଧ୍ୟରେ ସମନ୍ୱୟ ରକ୍ଷା କରି ଆଦିବାସୀମାନଙ୍କ ଆସ୍ଥା ଅର୍ଜନ କରିବା ଆବଶ୍ୟକ ବୋଲି ବୈଠକରେ ମତ ଦିଆଯାଇଥିଲା । (941, 149, 1131, 617)
obituary-text: ଆପଣଙ୍କ ଅମର ଆତ୍ମାର ସଦ୍‌ଗତି ପାଇଁ ଶ୍ରୀଜଗନ୍ନାଥଙ୍କ ନିକଟରେ ପ୍ରାର୍ଥନା କରୁଛନ୍ତି ପୁଅ, ବୋହୂ, ଝିଅ, ନାତି, ନାତୁଣୀ ଓ ପରିବାରବର୍ଗ । (947, 2143, 1131, 2203)
ad-item: Family room @ 7000/- & 5000/- at Chakeisiani. Contact: 7809039796. (193, 1147, 373, 1198)
rashi-name: ବୃଷ: (1173, 214, 1196, 229)
rashi-name: କର୍କଟ: (1173, 323, 1205, 338)
news-headline: ନାସା ଯାଉଥିବା ରାଉରକେଲାର ଛାତ୍ରଛାତ୍ରୀ ମୁଖ୍ୟମନ୍ତ୍ରୀଙ୍କୁ ଭେଟିଲେ (567, 1258, 1069, 1309)
ad-item: Get any type of loan at easy terms, excellent schemes and very less paper work. No file charges. 09780540886. (380, 1968, 560, 2035)
ad-item: A-Class Packers & Movers, home relocation, countrywide. 9338820222, 9938534188. (193, 2305, 373, 2356)
obituary-name: ସ୍ୱର୍ଗତ ରବୀନ୍ଦ୍ର କୁମାର ରାୟ (962, 1739, 1116, 1755)
aquarius-icon: ♒ (1139, 638, 1169, 666)
ad-item: Sahara Packers & Movers household/car relocations, countrywide. 9338851234, 9668438291. (193, 2234, 373, 2301)
news-kicker: ଜିଲା ପ୍ରଶାସନଙ୍କୁ ନିର୍ଦ୍ଦେଶ (960, 41, 1112, 58)
mane-padanti-title: ମନେ ପଡ଼ନ୍ତି (733, 1535, 1061, 1607)
obituary (567, 1620, 752, 1960)
obituary-name: ସ୍ୱର୍ଗତା ଅନୁଲା ଦେବୀ (983, 2096, 1095, 2112)
taurus-icon: ♉ (1139, 213, 1169, 241)
rashifal-banner: ଆଜିର ରାଶିଫଳ (1139, 43, 1493, 93)
rashifal-footer: ଆଜି ଶ୍ରାବଣ କୃଷ୍ଣପକ୍ଷ ଏକାଦଶୀ ତିଥି, ମଙ୍ଗଳବାର । ସୂର୍ଯ୍ୟୋଦୟ ଘ.୫ମି.୨୦, ସୂର୍ଯ୍ୟାସ୍ତ ଘ.୬ମି.୨୪ । (1139, 713, 1493, 752)
ad-item: ଭୁବନେଶ୍ୱର Patia Bigbazar ରୁ 3.5 km. ଜିନିକିଆ Plot psqft. 140/- (outright/instalment ରେ) ମିଳୁଛି । 9438313583. (4, 1256, 186, 1323)
ad-item: Reline Packers & Movers household/ car relocation countrywide. 9338144844, 9338144488. (380, 338, 560, 405)
